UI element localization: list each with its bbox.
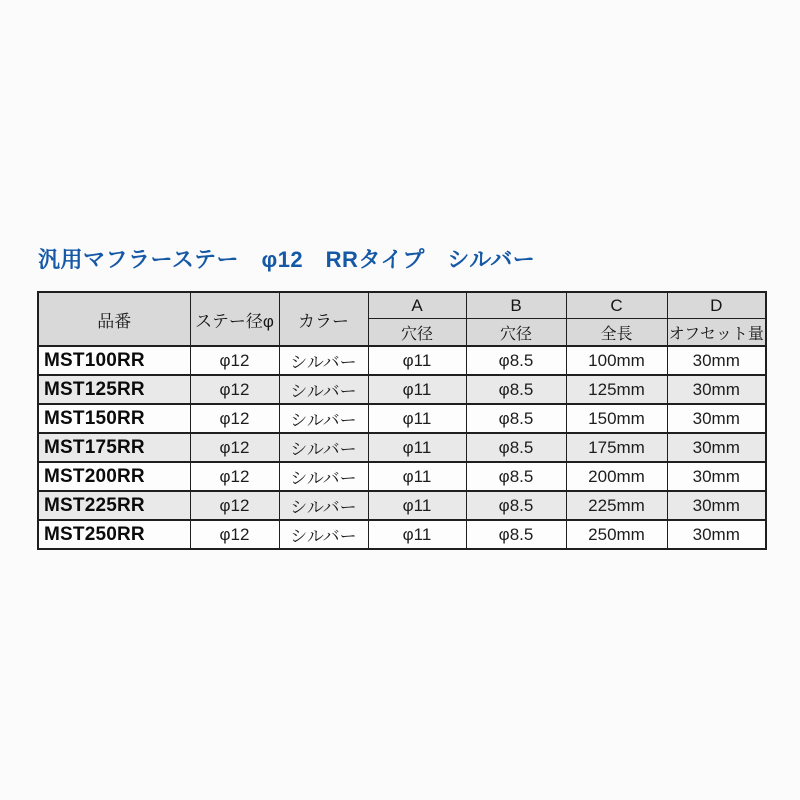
cell-offset: 30mm: [667, 491, 766, 520]
col-header-dim-d: D: [667, 292, 766, 319]
cell-part-number: MST200RR: [38, 462, 190, 491]
cell-hole-a: φ11: [368, 520, 466, 549]
cell-part-number: MST100RR: [38, 346, 190, 375]
cell-hole-a: φ11: [368, 404, 466, 433]
cell-color: シルバー: [279, 375, 368, 404]
cell-part-number: MST125RR: [38, 375, 190, 404]
table-row: [38, 491, 766, 520]
cell-stay-diameter: φ12: [190, 491, 279, 520]
cell-length: 250mm: [566, 520, 667, 549]
cell-color: シルバー: [279, 433, 368, 462]
col-header-color: カラー: [279, 292, 368, 346]
cell-offset: 30mm: [667, 462, 766, 491]
col-header-dim-c: C: [566, 292, 667, 319]
cell-stay-diameter: φ12: [190, 404, 279, 433]
col-header-dim-a: A: [368, 292, 466, 319]
col-header-hole-a: 穴径: [368, 319, 466, 347]
cell-length: 225mm: [566, 491, 667, 520]
col-header-length: 全長: [566, 319, 667, 347]
cell-offset: 30mm: [667, 404, 766, 433]
cell-color: シルバー: [279, 462, 368, 491]
table-row: [38, 375, 766, 404]
cell-part-number: MST225RR: [38, 491, 190, 520]
table-row: [38, 346, 766, 375]
spec-sheet: [37, 243, 765, 550]
cell-hole-a: φ11: [368, 462, 466, 491]
col-header-offset: オフセット量: [667, 319, 766, 347]
cell-offset: 30mm: [667, 375, 766, 404]
cell-hole-b: φ8.5: [466, 404, 566, 433]
table-row: [38, 520, 766, 549]
table-row: [38, 433, 766, 462]
cell-hole-a: φ11: [368, 433, 466, 462]
cell-offset: 30mm: [667, 520, 766, 549]
table-row: [38, 404, 766, 433]
col-header-dim-b: B: [466, 292, 566, 319]
cell-part-number: MST150RR: [38, 404, 190, 433]
cell-color: シルバー: [279, 404, 368, 433]
cell-hole-a: φ11: [368, 375, 466, 404]
cell-hole-a: φ11: [368, 346, 466, 375]
cell-hole-b: φ8.5: [466, 520, 566, 549]
cell-length: 150mm: [566, 404, 667, 433]
cell-length: 175mm: [566, 433, 667, 462]
cell-part-number: MST175RR: [38, 433, 190, 462]
cell-offset: 30mm: [667, 346, 766, 375]
cell-color: シルバー: [279, 520, 368, 549]
cell-stay-diameter: φ12: [190, 433, 279, 462]
spec-table: [37, 291, 767, 550]
cell-stay-diameter: φ12: [190, 520, 279, 549]
cell-length: 200mm: [566, 462, 667, 491]
cell-offset: 30mm: [667, 433, 766, 462]
table-body: [38, 346, 766, 549]
table-header: [38, 292, 766, 346]
cell-stay-diameter: φ12: [190, 462, 279, 491]
col-header-part-number: 品番: [38, 292, 190, 346]
cell-hole-b: φ8.5: [466, 375, 566, 404]
page-title: 汎用マフラーステー φ12 RRタイプ シルバー: [38, 247, 536, 272]
cell-stay-diameter: φ12: [190, 375, 279, 404]
cell-hole-b: φ8.5: [466, 462, 566, 491]
cell-hole-b: φ8.5: [466, 346, 566, 375]
cell-color: シルバー: [279, 346, 368, 375]
cell-hole-a: φ11: [368, 491, 466, 520]
cell-part-number: MST250RR: [38, 520, 190, 549]
cell-hole-b: φ8.5: [466, 433, 566, 462]
col-header-hole-b: 穴径: [466, 319, 566, 347]
cell-color: シルバー: [279, 491, 368, 520]
cell-length: 100mm: [566, 346, 667, 375]
col-header-stay-diameter: ステー径φ: [190, 292, 279, 346]
table-row: [38, 462, 766, 491]
cell-length: 125mm: [566, 375, 667, 404]
cell-hole-b: φ8.5: [466, 491, 566, 520]
cell-stay-diameter: φ12: [190, 346, 279, 375]
